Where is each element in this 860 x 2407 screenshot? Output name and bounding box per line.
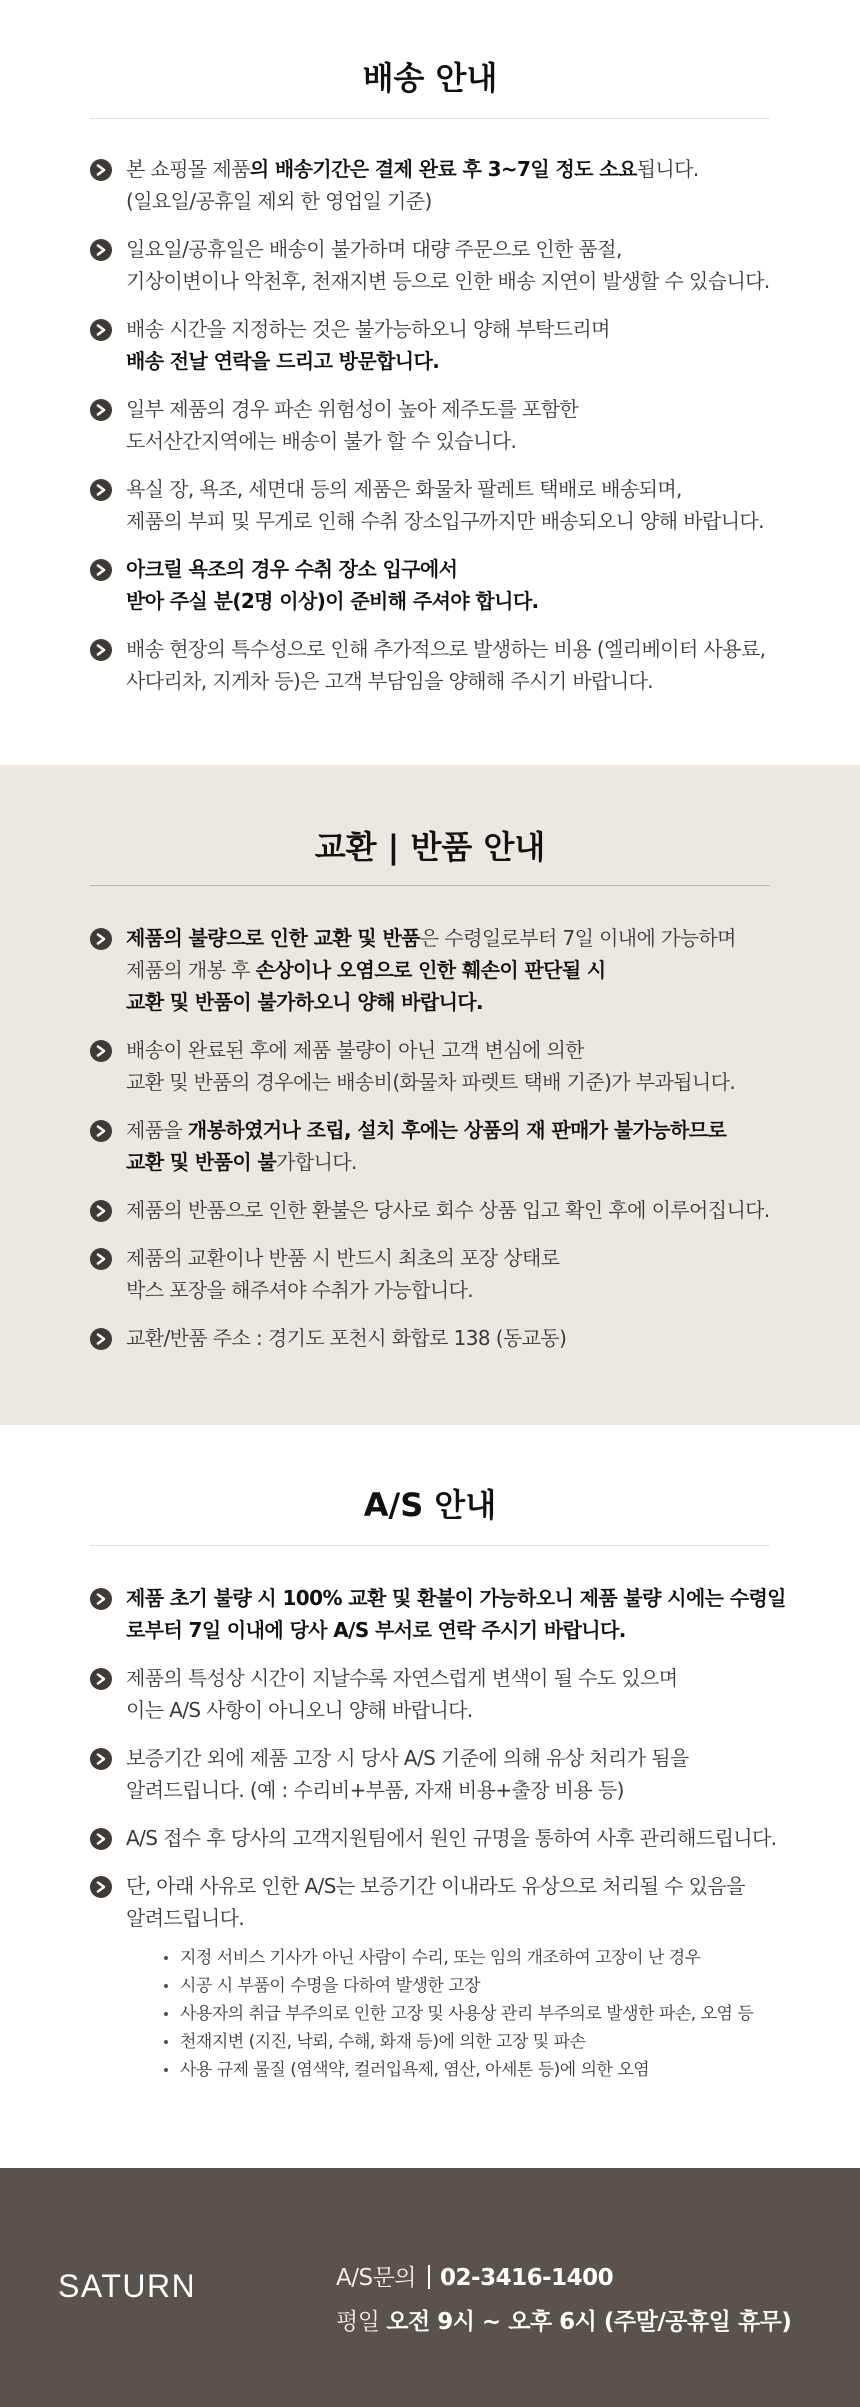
item-line	[126, 1870, 770, 1902]
chevron-right-icon	[90, 1748, 112, 1770]
chevron-right-icon	[90, 1328, 112, 1350]
item-line	[126, 505, 770, 537]
item-text: 단, 아래 사유로 인한 A/S는 보증기간 이내라도 유상으로 처리될 수 있음을	[126, 1874, 745, 1898]
saturn-logo	[58, 2268, 192, 2306]
list-item	[90, 1822, 777, 1854]
delivery-list	[90, 153, 770, 697]
list-item	[90, 313, 770, 377]
item-line	[126, 233, 770, 265]
item-text: 박스 포장을 해주셔야 수취가 가능합니다.	[126, 1278, 474, 1302]
item-text: 가합니다.	[276, 1150, 357, 1174]
list-item	[90, 1870, 770, 2084]
item-line	[126, 986, 770, 1018]
item-line	[126, 345, 770, 377]
item-text: 사다리차, 지게차 등)은 고객 부담임을 양해해 주시기 바랍니다.	[126, 669, 654, 693]
delivery-divider	[90, 118, 770, 119]
emphasis-text: 제품의 불량으로 인한 교환 및 반품	[126, 926, 420, 950]
chevron-right-icon	[90, 1668, 112, 1690]
emphasis-text: 배송 전날 연락을 드리고 방문합니다.	[126, 349, 440, 373]
item-text: 은 수령일로부터 7일 이내에 가능하며	[419, 926, 736, 950]
chevron-right-icon	[90, 639, 112, 661]
saturn-logo-mark	[58, 2268, 192, 2302]
item-text: 배송이 완료된 후에 제품 불량이 아닌 고객 변심에 의한	[126, 1038, 584, 1062]
contact-separator	[428, 2265, 430, 2289]
item-line	[126, 1614, 770, 1646]
item-line	[126, 1742, 770, 1774]
sub-list-item: 시공 시 부품이 수명을 다하여 발생한 고장	[162, 1972, 770, 2000]
list-item	[90, 473, 770, 537]
item-line	[126, 1066, 770, 1098]
exchange-list	[90, 922, 770, 1354]
item-line	[126, 1322, 770, 1354]
emphasis-text: 제품 초기 불량 시 100% 교환 및 환불이 가능하오니 제품 불량 시에는 수령일	[126, 1586, 786, 1610]
chevron-right-icon	[90, 319, 112, 341]
item-line	[126, 1902, 770, 1934]
chevron-right-icon	[90, 479, 112, 501]
item-line	[126, 1114, 770, 1146]
emphasis-text: 손상이나 오염으로 인한 훼손이 판단될 시	[255, 958, 606, 982]
chevron-right-icon	[90, 1588, 112, 1610]
item-text: 보증기간 외에 제품 고장 시 당사 A/S 기준에 의해 유상 처리가 됨을	[126, 1746, 689, 1770]
item-line	[126, 265, 770, 297]
item-line	[126, 1582, 786, 1614]
as-section	[0, 1425, 860, 2168]
emphasis-text: 로부터 7일 이내에 당사 A/S 부서로 연락 주시기 바랍니다.	[126, 1618, 626, 1642]
item-line	[126, 1662, 770, 1694]
list-item	[90, 1194, 770, 1226]
item-line	[126, 585, 770, 617]
item-line	[126, 313, 770, 345]
emphasis-text: 교환 및 반품이 불가하오니 양해 바랍니다.	[126, 990, 484, 1014]
chevron-right-icon	[90, 1040, 112, 1062]
item-text: 제품의 특성상 시간이 지날수록 자연스럽게 변색이 될 수도 있으며	[126, 1666, 678, 1690]
list-item	[90, 233, 770, 297]
item-line	[126, 473, 770, 505]
item-text: 기상이변이나 악천후, 천재지변 등으로 인한 배송 지연이 발생할 수 있습니다.	[126, 269, 770, 293]
item-text: 제품을	[126, 1118, 188, 1142]
chevron-right-icon	[90, 1828, 112, 1850]
list-item	[90, 1742, 770, 1806]
item-line	[126, 665, 770, 697]
list-item	[90, 393, 770, 457]
sub-list-item: 천재지변 (지진, 낙뢰, 수해, 화재 등)에 의한 고장 및 파손	[162, 2028, 770, 2056]
footer	[0, 2168, 860, 2407]
business-hours: 오전 9시 ~ 오후 6시 (주말/공휴일 휴무)	[386, 2309, 792, 2335]
item-line	[126, 954, 770, 986]
list-item	[90, 1322, 770, 1354]
item-line	[126, 1694, 770, 1726]
chevron-right-icon	[90, 399, 112, 421]
paid-service-reasons-list	[126, 1944, 770, 2084]
item-line	[126, 1034, 770, 1066]
item-line	[126, 1774, 770, 1806]
emphasis-text: 의 배송기간은 결제 완료 후 3~7일 정도 소요	[249, 157, 637, 181]
emphasis-text: 아크릴 욕조의 경우 수취 장소 입구에서	[126, 557, 458, 581]
list-item	[90, 553, 770, 617]
item-text: 제품의 반품으로 인한 환불은 당사로 회수 상품 입고 확인 후에 이루어집니다.	[126, 1198, 770, 1222]
item-line	[126, 633, 770, 665]
exchange-section	[0, 765, 860, 1425]
item-line	[126, 553, 770, 585]
item-line	[126, 1274, 770, 1306]
exchange-divider	[90, 885, 770, 886]
logo-text: SATURN	[58, 2268, 192, 2302]
hours-row	[336, 2300, 791, 2344]
as-divider	[90, 1545, 770, 1546]
item-text: 욕실 장, 욕조, 세면대 등의 제품은 화물차 팔레트 택배로 배송되며,	[126, 477, 682, 501]
chevron-right-icon	[90, 239, 112, 261]
item-text: 알려드립니다. (예 : 수리비+부품, 자재 비용+출장 비용 등)	[126, 1778, 624, 1802]
list-item	[90, 922, 770, 1018]
item-text: 일부 제품의 경우 파손 위험성이 높아 제주도를 포함한	[126, 397, 579, 421]
chevron-right-icon	[90, 1200, 112, 1222]
emphasis-text: 교환 및 반품이 불	[126, 1150, 277, 1174]
delivery-title: 배송 안내	[362, 59, 498, 97]
list-item	[90, 1582, 786, 1646]
item-line	[126, 185, 770, 217]
emphasis-text: 받아 주실 분(2명 이상)이 준비해 주셔야 합니다.	[126, 589, 539, 613]
as-phone[interactable]: 02-3416-1400	[440, 2265, 614, 2291]
item-text: 알려드립니다.	[126, 1906, 245, 1930]
item-text: 교환 및 반품의 경우에는 배송비(화물차 파렛트 택배 기준)가 부과됩니다.	[126, 1070, 736, 1094]
list-item	[90, 1114, 770, 1178]
item-line	[126, 922, 770, 954]
item-line	[126, 1242, 770, 1274]
delivery-section	[0, 0, 860, 765]
item-line	[126, 393, 770, 425]
sub-list-item: 사용자의 취급 부주의로 인한 고장 및 사용상 관리 부주의로 발생한 파손, 오염 등	[162, 2000, 770, 2028]
item-text: (일요일/공휴일 제외 한 영업일 기준)	[126, 189, 432, 213]
item-text: 일요일/공휴일은 배송이 불가하며 대량 주문으로 인한 품절,	[126, 237, 622, 261]
chevron-right-icon	[90, 1248, 112, 1270]
list-item	[90, 633, 770, 697]
chevron-right-icon	[90, 928, 112, 950]
item-line	[126, 425, 770, 457]
contact-info	[336, 2256, 791, 2344]
item-text: 교환/반품 주소 : 경기도 포천시 화합로 138 (동교동)	[126, 1326, 567, 1350]
item-line	[126, 153, 770, 185]
item-text: 제품의 개봉 후	[126, 958, 256, 982]
item-text: 본 쇼핑몰 제품	[126, 157, 250, 181]
item-line	[126, 1194, 770, 1226]
list-item	[90, 1662, 770, 1726]
sub-list-item: 사용 규제 물질 (염색약, 컬러입욕제, 염산, 아세톤 등)에 의한 오염	[162, 2056, 770, 2084]
item-text: 제품의 교환이나 반품 시 반드시 최초의 포장 상태로	[126, 1246, 560, 1270]
item-line	[126, 1822, 777, 1854]
item-text: 제품의 부피 및 무게로 인해 수취 장소입구까지만 배송되오니 양해 바랍니다.	[126, 509, 764, 533]
as-contact-row	[336, 2256, 791, 2300]
list-item	[90, 1242, 770, 1306]
list-item	[90, 153, 770, 217]
emphasis-text: 개봉하였거나 조립, 설치 후에는 상품의 재 판매가 불가능하므로	[187, 1118, 727, 1142]
item-text: 도서산간지역에는 배송이 불가 할 수 있습니다.	[126, 429, 517, 453]
chevron-right-icon	[90, 559, 112, 581]
list-item	[90, 1034, 770, 1098]
as-list	[90, 1582, 786, 2084]
as-label: A/S문의	[336, 2265, 417, 2291]
item-text: 배송 시간을 지정하는 것은 불가능하오니 양해 부탁드리며	[126, 317, 610, 341]
sub-list-item: 지정 서비스 기사가 아닌 사람이 수리, 또는 임의 개조하여 고장이 난 경우	[162, 1944, 770, 1972]
item-text: 됩니다.	[636, 157, 699, 181]
item-text: 이는 A/S 사항이 아니오니 양해 바랍니다.	[126, 1698, 473, 1722]
chevron-right-icon	[90, 159, 112, 181]
as-title: A/S 안내	[363, 1486, 497, 1524]
item-text: 배송 현장의 특수성으로 인해 추가적으로 발생하는 비용 (엘리베이터 사용료,	[126, 637, 766, 661]
chevron-right-icon	[90, 1876, 112, 1898]
item-text: A/S 접수 후 당사의 고객지원팀에서 원인 규명을 통하여 사후 관리해드립니다.	[126, 1826, 777, 1850]
chevron-right-icon	[90, 1120, 112, 1142]
exchange-title: 교환 | 반품 안내	[314, 828, 546, 866]
item-line	[126, 1146, 770, 1178]
hours-prefix: 평일	[336, 2309, 387, 2335]
